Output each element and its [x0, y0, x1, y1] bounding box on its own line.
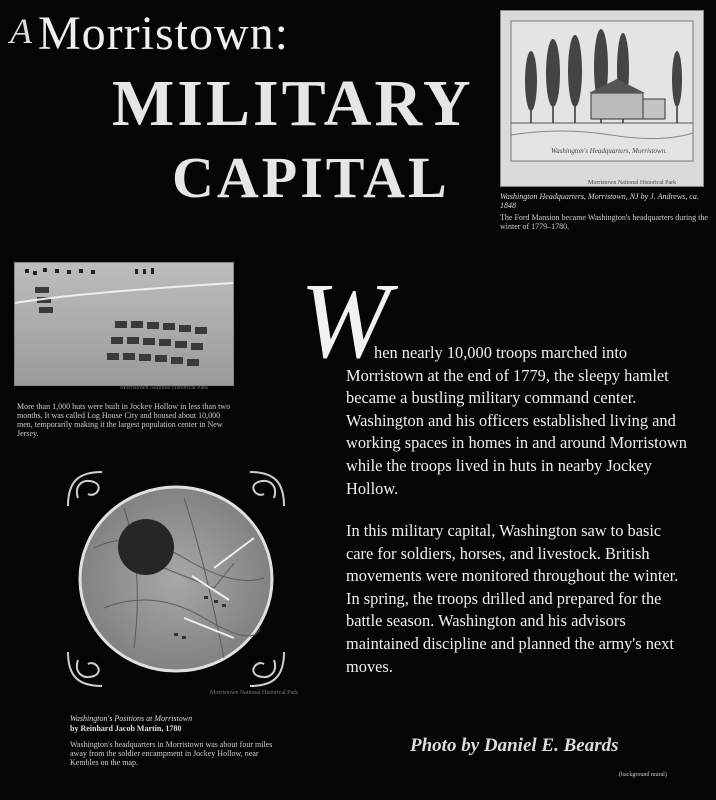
engraving-caption-title: Washington Headquarters, Morristown, NJ by J. Andrews, ca. 1848	[500, 192, 699, 210]
title-military: MILITARY	[112, 67, 474, 140]
map-credit: Morristown National Historical Park	[210, 690, 299, 696]
title-morristown: Morristown:	[38, 7, 289, 60]
engraving-caption-text: The Ford Mansion became Washington's headquarters during the winter of 1779–1780.	[500, 213, 708, 231]
engraving-drawing	[501, 11, 703, 186]
map-caption-text: Washington's headquarters in Morristown was about four miles away from the soldier encampment in Jockey Hollow, near Kembles on the map.	[70, 740, 273, 767]
map-drawing	[64, 468, 288, 690]
engraving-credit: Morristown National Historical Park	[588, 180, 677, 186]
huts-photo	[14, 262, 234, 386]
huts-credit: Morristown National Historical Park	[120, 385, 209, 391]
photo-credit: Photo by Daniel E. Beards	[410, 735, 619, 756]
body-paragraph-1	[346, 342, 691, 500]
huts-drawing	[15, 263, 233, 385]
background-note: (background mural)	[619, 772, 667, 778]
map-caption-title: Washington's Positions at Morristown	[70, 714, 193, 723]
body-para1-text: hen nearly 10,000 troops marched into Morristown at the end of 1779, the sleepy hamlet became a bustling military command center. Washington and his officers established living and working spaces in homes in and around Morristown while the troops lived in huts in nearby Jockey Hollow.	[346, 343, 687, 498]
huts-caption-text: More than 1,000 huts were built in Jockey Hollow in less than two months. It was called Log House City and housed about 10,000 men, temporarily making it the largest population center in New Jersey.	[17, 402, 231, 438]
engraving-inscription: Washington's Headquarters, Morristown.	[551, 147, 667, 155]
headquarters-engraving	[500, 10, 704, 187]
title-capital: CAPITAL	[172, 145, 450, 210]
title-ornament: A	[10, 11, 32, 51]
map-frame	[64, 468, 288, 690]
drop-cap: W	[300, 262, 390, 381]
body-paragraph-2: In this military capital, Washington saw to basic care for soldiers, horses, and livestock. British movements were monitored throughout the winter. In spring, the troops drilled and prepared for the battle season. Washington and his advisors maintained discipline and planned the army's next moves.	[346, 521, 679, 676]
map-caption-author: by Reinhard Jacob Martin, 1780	[70, 724, 182, 733]
